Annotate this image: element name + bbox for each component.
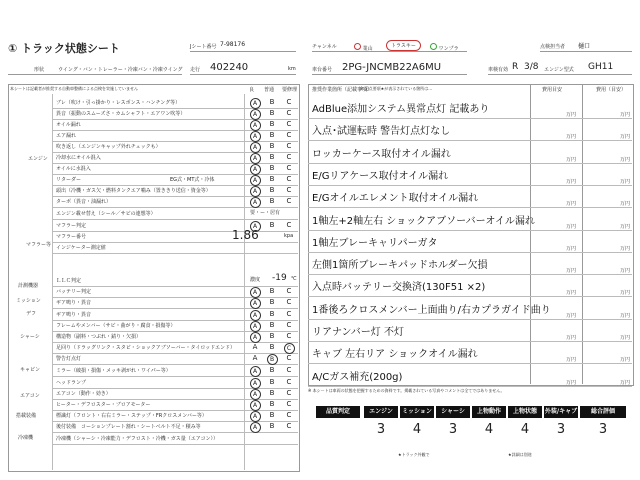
yen-unit: 万円 [620,357,631,364]
score-value: 3 [376,422,386,437]
yen-unit: 万円 [566,156,577,163]
grade-mark-b: B [265,354,279,365]
inspection-item-label: エンジン載せ替え（シール／サビの連想等） [56,211,156,217]
grade-mark-a: A [248,120,262,131]
grade-mark-c: C [286,186,292,194]
grade-mark-c: C [286,321,292,329]
mileage-label: 走行 [190,67,201,73]
grade-mark-b: B [269,98,275,106]
score-header: シャーシ [436,406,470,418]
grade-head-good: 良 [249,87,255,93]
chassis-label: 車台番号 [312,67,333,73]
inspector-label: 点検担当者 [540,44,566,50]
muffler-unit: kpa [284,233,294,239]
score-note-1: ★トラック外観で [398,452,430,457]
grade-mark-c: C [286,142,292,150]
remark-text: AdBlue添加システム異常点灯 記載あり [312,104,490,115]
yen-unit: 万円 [566,134,577,141]
grade-mark-c: C [286,422,292,430]
section-electric: 計測機器 [18,283,39,289]
yen-unit: 万円 [620,223,631,230]
inspection-item-label: 冷却水にオイル混入 [56,155,101,161]
sheet-no: 7-98176 [220,41,246,48]
yen-unit: 万円 [566,268,577,275]
grade-mark-c: C [286,221,292,229]
inspection-item-label: 後付装備 コーションプレート割れ・シートベルト不足・積み等 [56,424,201,430]
inspection-item-label: 異音（振動のスムーズさ・カムシャフト・エアワン吹等） [56,111,186,117]
remark-text: 1軸左ブレーキャリパーガタ [312,237,438,249]
inspection-item-label: リターダー [56,177,82,183]
score-value: 4 [520,422,530,437]
remark-text: リアナンバー灯 不灯 [312,327,404,338]
grade-mark-a: A [248,197,262,208]
yen-unit: 万円 [566,290,577,297]
grade-mark-c: C [286,310,292,318]
inspection-item-label: インジケーター測定値 [56,245,106,251]
inspection-item-label: ＬＬＣ判定 [56,278,82,284]
grade-mark-c: C [286,164,292,172]
grade-mark-a: A [248,400,262,411]
grade-mark-c: C [286,354,292,362]
inspection-item-label: 構造物（副料・つぶれ・錆り・欠損） [56,334,142,340]
yen-unit: 万円 [566,312,577,319]
grade-mark-a: A [248,321,262,332]
score-value: 3 [556,422,566,437]
yen-unit: 万円 [620,134,631,141]
inspection-item-label: エアコン（動作・効き） [56,391,111,397]
inspection-item-label: ヒーター・デフロスター・ブロアモーター [56,402,151,408]
inspection-item-label: ターボ（異音・油漏れ） [56,199,112,205]
channel-3: ワンプラ [430,43,459,52]
grade-mark-c: C [286,287,292,295]
inspection-item-label: エア漏れ [56,133,77,139]
shape-options: ウイング・バン・トレーラー・冷凍バン・冷凍ウイング [58,67,183,73]
engine-swap-options: 要・ー・居有 [250,210,281,216]
table-note: 本シートは記載者が推奨する自動車整備による点検を実施していません [10,86,138,91]
eg-type: EG式・MT式・冷体 [170,177,215,183]
grade-mark-a: A [248,422,262,433]
grade-mark-c: C [286,197,292,205]
inspection-item-label: 警告灯点灯 [56,356,82,362]
remark-text: 1番後ろクロスメンバー上面曲り/右カプラガイド曲り [312,304,551,316]
yen-unit: 万円 [566,178,577,185]
grade-mark-a: A [248,175,262,186]
grade-mark-b: B [269,298,275,306]
grade-mark-b: B [269,175,275,183]
inspection-era: R [512,62,519,72]
engine-type-label: エンジン型式 [544,67,574,73]
inspection-item-label: 頭出（冷機・ガス欠・燃料タンクエア噛み（置ききり送信・資金等） [56,188,211,194]
inspection-item-label: マフラー判定 [56,223,87,229]
sheet-no-label: Jシート番号 [190,44,217,50]
yen-unit: 万円 [566,335,577,341]
score-value: 3 [598,422,608,437]
score-value: 4 [412,422,422,437]
grade-mark-b: B [269,120,275,128]
grade-mark-b: B [269,366,275,374]
remark-text: E/Gオイルエレメント取付オイル漏れ [312,193,479,205]
grade-mark-c: C [286,378,292,386]
inspection-item-label: オイル漏れ [56,122,81,128]
remark-text: 入点時バッテリー交換済(130F51 ×2) [312,282,486,294]
grade-mark-b: B [269,343,275,351]
disclaimer: ※ 本シートは車両の状態を把握するための資料です。掲載されている写真やコメントは全てではありません。 [308,388,505,393]
grade-mark-c: C [286,98,292,106]
grade-mark-a: A [248,378,262,389]
channel-1: 業山 [354,43,373,52]
inspection-item-label: オイルに水混入 [56,166,91,172]
yen-unit: 万円 [566,379,577,386]
mileage-value: 402240 [210,62,249,73]
inspection-date: 3/8 [524,62,539,72]
grade-mark-a: A [248,164,262,175]
section-mission: ミッション [16,298,41,304]
grade-mark-b: B [269,422,275,430]
grade-mark-a: A [248,332,262,343]
grade-head-repair: 要修理 [282,87,298,93]
yen-unit: 万円 [566,223,577,230]
section-chassis: シャーシ [20,334,40,340]
grade-mark-a: A [252,354,258,362]
score-value: 4 [484,422,494,437]
grade-mark-c: C [282,343,296,354]
grade-mark-c: C [286,153,292,161]
grade-mark-b: B [269,221,275,229]
inspection-item-label: ギア鳴り・異音 [56,312,92,318]
score-header: 上物動作 [472,406,506,418]
grade-mark-c: C [286,366,292,374]
inspection-item-label: ヘッドランプ [56,380,87,386]
remark-text: キャブ 左右リア ショックオイル漏れ [312,349,478,361]
inspection-item-label: バッテリー判定 [56,289,92,295]
grade-mark-a: A [248,153,262,164]
shape-label: 形状 [34,67,45,73]
grade-mark-c: C [286,175,292,183]
yen-unit: 万円 [620,178,631,185]
inspection-item-label: ミラー（破損・損傷・メッキ剥がれ・ワイパー等） [56,368,171,374]
inspection-item-label: 足回り（ドラッグリンク・スタビ・ショックアブソーバー・タイロッドエンド） [56,345,236,351]
grade-mark-c: C [286,131,292,139]
yen-unit: 万円 [620,290,631,297]
section-muffler: マフラー等 [26,242,52,248]
grade-mark-b: B [269,153,275,161]
inspection-item-label: 標識灯（フロント・右右ミラー・ステップ・FRクロスメンバー等） [56,413,207,419]
section-diff: デフ [26,311,37,317]
mileage-unit: km [288,66,296,72]
muffler-value: 1.86 [232,228,259,242]
yen-unit: 万円 [620,156,631,163]
yen-unit: 万円 [566,201,577,208]
grade-mark-a: A [248,186,262,197]
section-equipment: 搭載装備 [16,413,37,419]
remark-text: A/Cガス補充(200g) [312,371,403,383]
grade-mark-a: A [248,142,262,153]
yen-unit: 万円 [620,268,631,275]
grade-mark-c: C [286,411,292,419]
section-cabin: キャビン [20,367,41,373]
score-header: 品質判定 [316,406,360,418]
section-cooler: 冷凍機 [18,435,34,441]
yen-unit: 万円 [620,379,631,386]
inspection-item-label: ギア鳴り・異音 [56,300,92,306]
engine-type: GH11 [588,62,614,72]
grade-mark-a: A [248,221,262,232]
score-header: 上物状態 [508,406,542,418]
score-header: 総合評価 [580,406,626,418]
remarks-col-note: ※ 記点要項★が表示されている箇所は… [360,86,433,91]
score-note-2: ★詳細は別途 [508,452,532,457]
inspection-item-label: 吹き返し（エンジンキャップ外れチェックも） [56,144,161,150]
grade-mark-b: B [269,109,275,117]
grade-mark-a: A [248,366,262,377]
score-value: 3 [448,422,458,437]
grade-mark-b: B [269,411,275,419]
grade-mark-a: A [248,411,262,422]
sheet-title: ① トラック状態シート [8,42,120,55]
grade-mark-a: A [248,389,262,400]
yen-unit: 万円 [566,245,577,252]
grade-mark-b: B [269,186,275,194]
grade-mark-a: A [248,287,262,298]
cost-col-header: 費用目安 [542,87,563,93]
grade-mark-c: C [286,109,292,117]
remark-text: ロッカーケース取付オイル漏れ [312,148,451,160]
grade-mark-b: B [269,389,275,397]
inspection-item-label: 冷凍機（シャーシ・冷凍能力・デフロスト・冷機・ガス量（エアコン）） [56,436,219,442]
inspection-item-label: ブレ（吹け・引っ掛かり・レスポンス・ハンチング等） [56,100,181,106]
grade-mark-c: C [286,400,292,408]
remark-text: E/Gリアケース取付オイル漏れ [312,170,449,182]
grade-mark-a: A [248,310,262,321]
grade-mark-b: B [269,197,275,205]
grade-mark-c: C [286,389,292,397]
grade-mark-c: C [286,332,292,340]
grade-mark-b: B [269,164,275,172]
grade-mark-b: B [269,332,275,340]
grade-mark-a: A [248,131,262,142]
score-header: エンジン [364,406,398,418]
grade-mark-b: B [269,287,275,295]
grade-mark-a: A [252,343,258,351]
cost2-col-header: 費用（目安） [596,87,627,93]
channel-2-selected: トラスキー [386,40,421,51]
channel-label: チャンネル [312,44,337,50]
remark-text: 入点･試運転時 警告灯点灯なし [312,126,451,138]
section-aircon: エアコン [20,393,40,399]
grade-mark-b: B [269,321,275,329]
llc-value: -19 [272,273,287,283]
llc-label: 濃度 [250,277,261,283]
yen-unit: 万円 [620,312,631,319]
yen-unit: 万円 [620,245,631,252]
grade-mark-a: A [248,298,262,309]
grade-mark-c: C [286,120,292,128]
score-header: 外装/キャブ [544,406,578,418]
section-engine: エンジン [28,156,48,162]
inspection-item-label: マフラー番号 [56,234,87,240]
grade-mark-b: B [269,310,275,318]
llc-unit: ℃ [291,276,297,282]
inspector-name: 樋口 [578,43,591,50]
yen-unit: 万円 [620,201,631,208]
grade-mark-b: B [269,131,275,139]
yen-unit: 万円 [620,335,631,341]
inspection-label: 車検有効 [488,67,509,73]
grade-mark-a: A [248,109,262,120]
remark-text: 左側1箇所ブレーキパッドホルダー欠損 [312,260,488,272]
grade-head-normal: 普通 [264,87,275,93]
grade-mark-b: B [269,142,275,150]
yen-unit: 万円 [566,112,577,118]
remark-text: 1軸左+2軸左右 ショックアブソーバーオイル漏れ [312,215,535,227]
inspection-item-label: フレームやメンバー（サビ・曲がり・腐食・損傷等） [56,323,176,329]
yen-unit: 万円 [566,357,577,364]
grade-mark-a: A [248,98,262,109]
remarks-col-header: 推奨作業箇所（記載事項） [312,87,373,93]
yen-unit: 万円 [620,112,631,118]
grade-mark-c: C [286,298,292,306]
score-header: ミッション [400,406,434,418]
grade-mark-b: B [269,400,275,408]
chassis-no: 2PG-JNCMB22A6MU [342,62,442,73]
grade-mark-b: B [269,378,275,386]
